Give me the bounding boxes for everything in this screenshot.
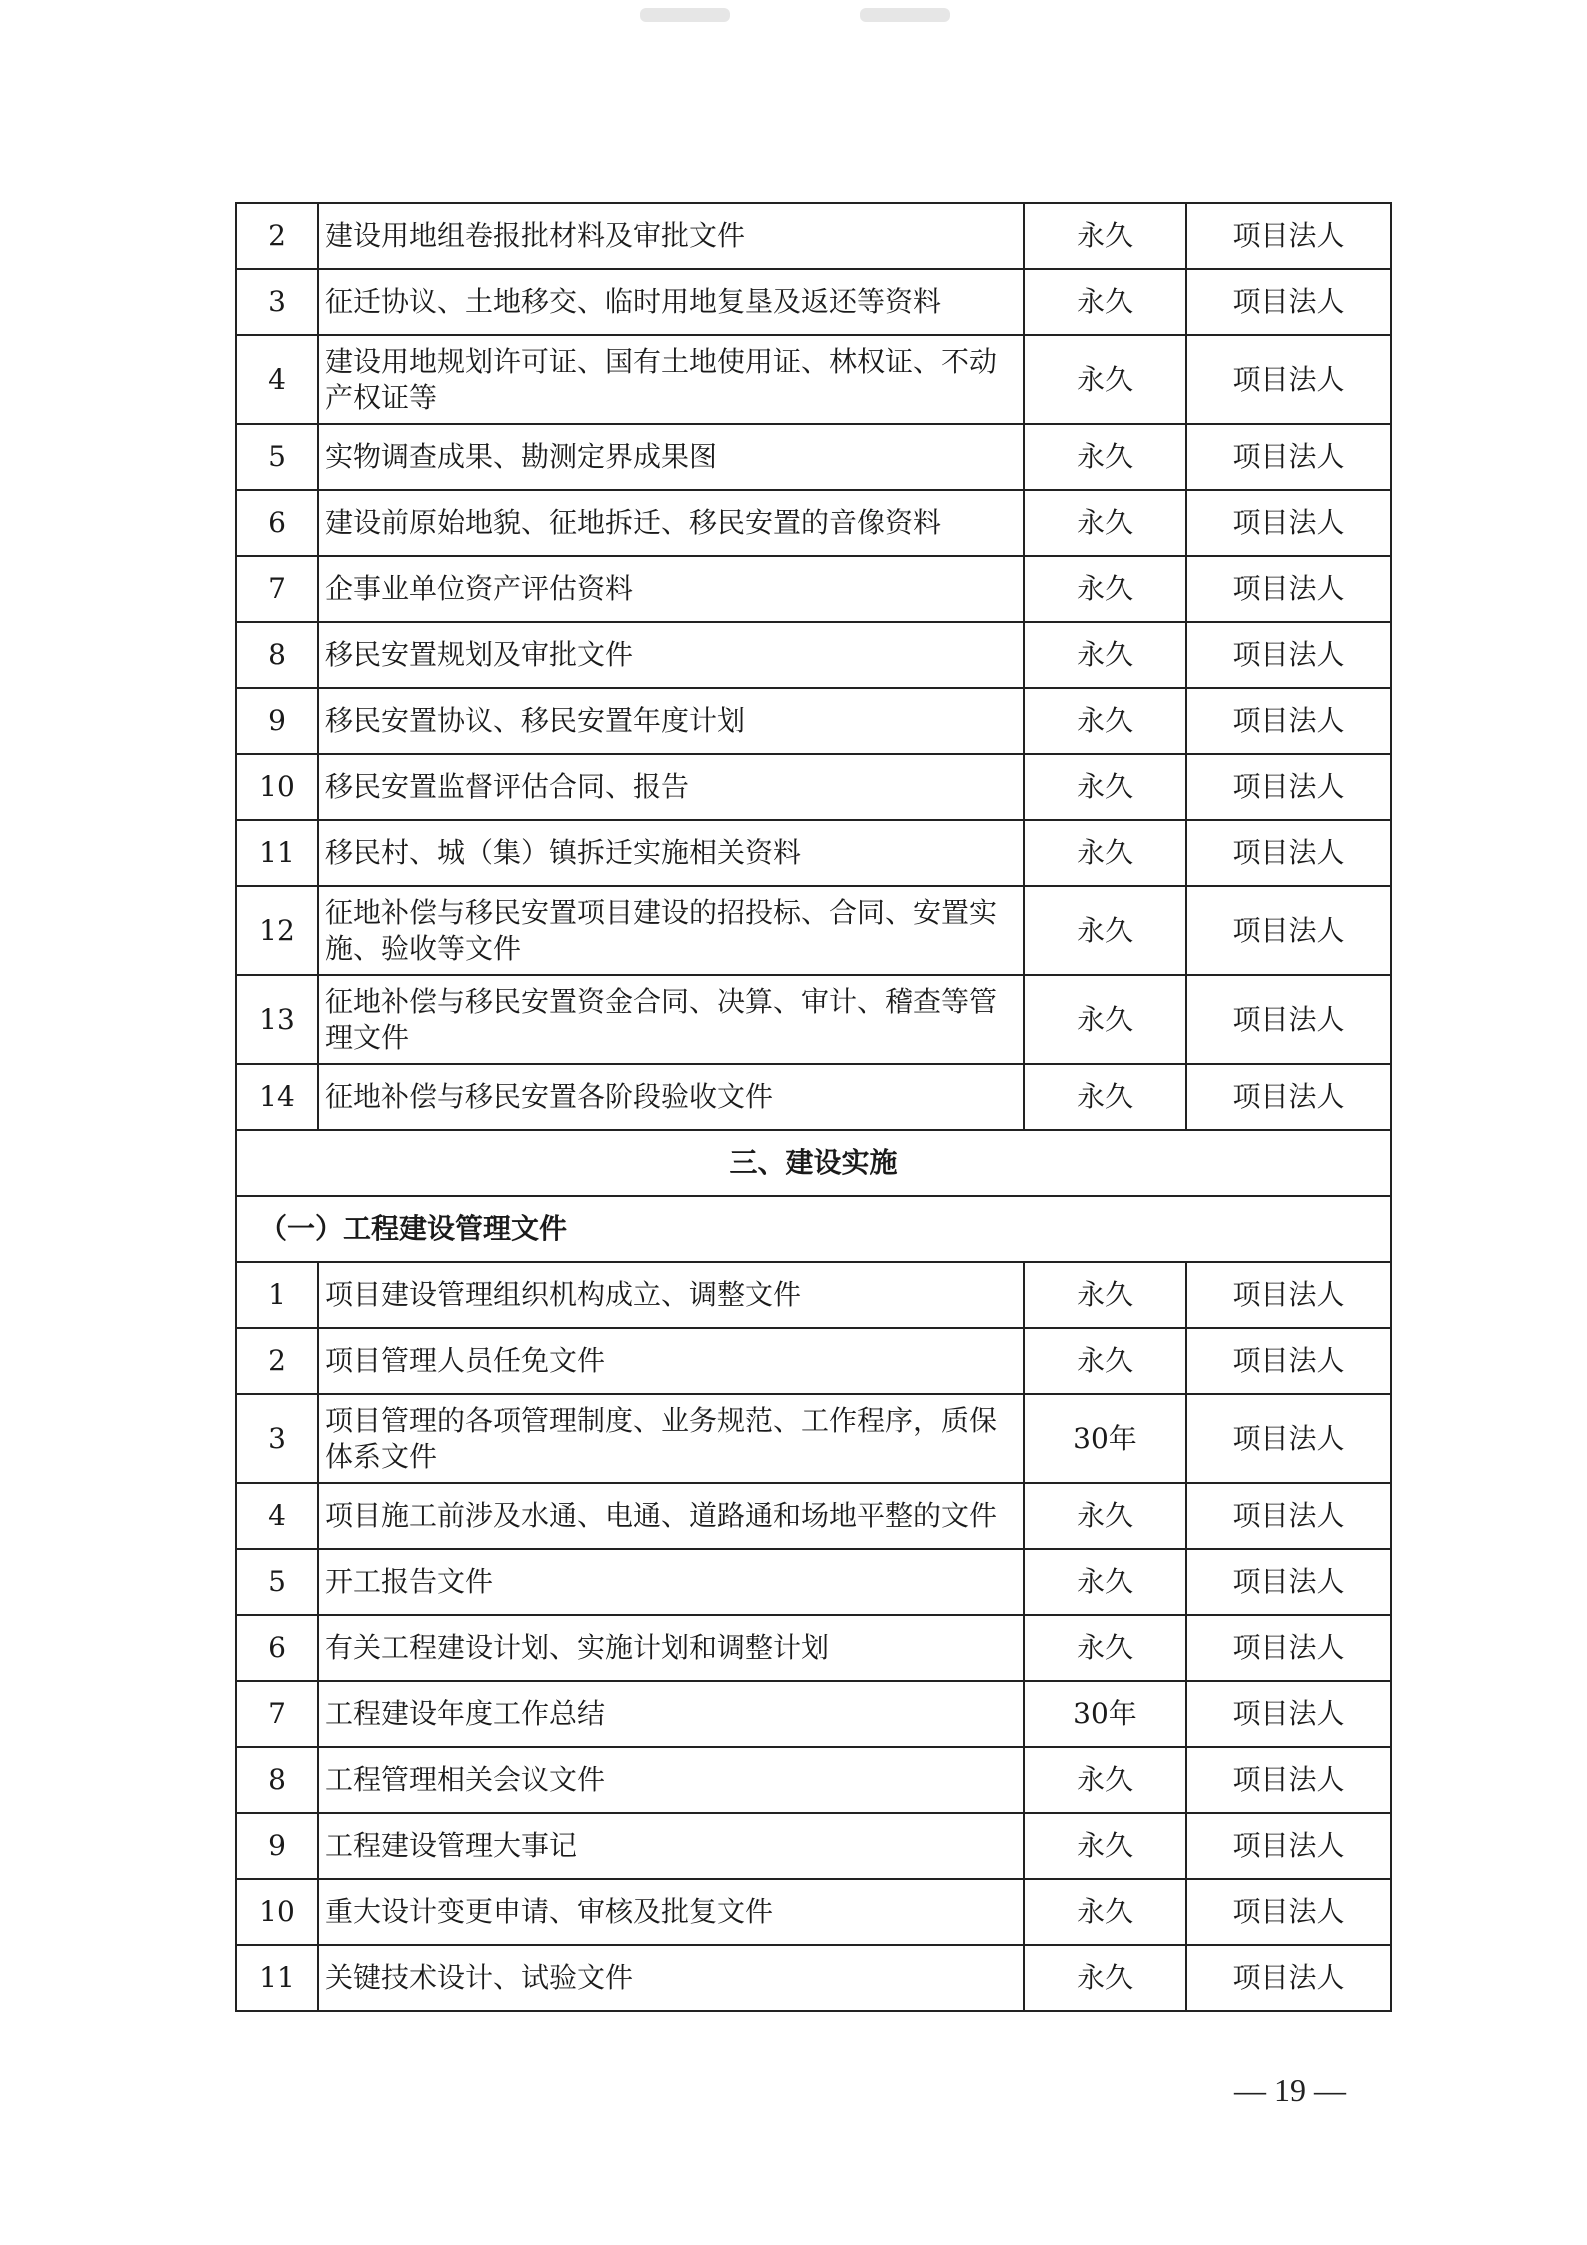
table-row <box>236 1394 1391 1483</box>
responsible-unit: 项目法人 <box>1186 490 1391 556</box>
item-content: 项目管理的各项管理制度、业务规范、工作程序，质保体系文件 <box>318 1394 1024 1483</box>
section-title: 三、建设实施 <box>236 1130 1391 1196</box>
item-content: 企事业单位资产评估资料 <box>318 556 1024 622</box>
item-number: 4 <box>236 335 318 424</box>
responsible-unit: 项目法人 <box>1186 335 1391 424</box>
table-row <box>236 886 1391 975</box>
item-number: 7 <box>236 1681 318 1747</box>
retention-term: 永久 <box>1024 975 1186 1064</box>
responsible-unit: 项目法人 <box>1186 1262 1391 1328</box>
item-content: 实物调查成果、勘测定界成果图 <box>318 424 1024 490</box>
subsection-row <box>236 1196 1391 1262</box>
responsible-unit: 项目法人 <box>1186 1394 1391 1483</box>
item-number: 1 <box>236 1262 318 1328</box>
page-number: — 19 — <box>1234 2072 1346 2108</box>
item-content: 建设用地规划许可证、国有土地使用证、林权证、不动产权证等 <box>318 335 1024 424</box>
retention-term: 永久 <box>1024 688 1186 754</box>
item-number: 8 <box>236 622 318 688</box>
responsible-unit: 项目法人 <box>1186 820 1391 886</box>
item-number: 2 <box>236 1328 318 1394</box>
retention-term: 永久 <box>1024 1549 1186 1615</box>
item-content: 建设前原始地貌、征地拆迁、移民安置的音像资料 <box>318 490 1024 556</box>
item-number: 3 <box>236 269 318 335</box>
responsible-unit: 项目法人 <box>1186 1681 1391 1747</box>
retention-term: 永久 <box>1024 754 1186 820</box>
table-row <box>236 556 1391 622</box>
table-row <box>236 1945 1391 2011</box>
responsible-unit: 项目法人 <box>1186 1879 1391 1945</box>
scan-artifact <box>860 8 950 22</box>
item-number: 4 <box>236 1483 318 1549</box>
retention-term: 永久 <box>1024 1747 1186 1813</box>
item-content: 有关工程建设计划、实施计划和调整计划 <box>318 1615 1024 1681</box>
retention-term: 永久 <box>1024 1813 1186 1879</box>
table-row <box>236 490 1391 556</box>
retention-term: 永久 <box>1024 556 1186 622</box>
item-content: 工程建设年度工作总结 <box>318 1681 1024 1747</box>
table-row <box>236 1681 1391 1747</box>
retention-term: 永久 <box>1024 886 1186 975</box>
table-row <box>236 1483 1391 1549</box>
retention-term: 永久 <box>1024 622 1186 688</box>
responsible-unit: 项目法人 <box>1186 688 1391 754</box>
retention-term: 永久 <box>1024 1483 1186 1549</box>
table-row <box>236 203 1391 269</box>
responsible-unit: 项目法人 <box>1186 1615 1391 1681</box>
responsible-unit: 项目法人 <box>1186 1945 1391 2011</box>
section-header-group <box>236 1130 1391 1262</box>
item-content: 移民安置监督评估合同、报告 <box>318 754 1024 820</box>
responsible-unit: 项目法人 <box>1186 203 1391 269</box>
retention-term: 永久 <box>1024 1879 1186 1945</box>
retention-term: 永久 <box>1024 490 1186 556</box>
item-number: 11 <box>236 1945 318 2011</box>
table-row <box>236 1262 1391 1328</box>
item-content: 开工报告文件 <box>318 1549 1024 1615</box>
item-number: 5 <box>236 424 318 490</box>
table-row <box>236 1813 1391 1879</box>
subsection-title: （一）工程建设管理文件 <box>236 1196 1391 1262</box>
responsible-unit: 项目法人 <box>1186 269 1391 335</box>
item-number: 6 <box>236 1615 318 1681</box>
item-content: 项目建设管理组织机构成立、调整文件 <box>318 1262 1024 1328</box>
table-row <box>236 754 1391 820</box>
item-number: 10 <box>236 1879 318 1945</box>
item-number: 6 <box>236 490 318 556</box>
section-row <box>236 1130 1391 1196</box>
table-row <box>236 1549 1391 1615</box>
item-number: 2 <box>236 203 318 269</box>
responsible-unit: 项目法人 <box>1186 622 1391 688</box>
responsible-unit: 项目法人 <box>1186 1328 1391 1394</box>
table-row <box>236 820 1391 886</box>
retention-term: 永久 <box>1024 1615 1186 1681</box>
item-number: 10 <box>236 754 318 820</box>
item-content: 征地补偿与移民安置资金合同、决算、审计、稽查等管理文件 <box>318 975 1024 1064</box>
table-row <box>236 975 1391 1064</box>
retention-term: 永久 <box>1024 335 1186 424</box>
item-number: 9 <box>236 1813 318 1879</box>
item-number: 11 <box>236 820 318 886</box>
retention-term: 30年 <box>1024 1681 1186 1747</box>
responsible-unit: 项目法人 <box>1186 1813 1391 1879</box>
item-content: 征地补偿与移民安置项目建设的招投标、合同、安置实施、验收等文件 <box>318 886 1024 975</box>
item-content: 工程建设管理大事记 <box>318 1813 1024 1879</box>
item-content: 项目施工前涉及水通、电通、道路通和场地平整的文件 <box>318 1483 1024 1549</box>
table-row <box>236 688 1391 754</box>
archive-retention-table <box>235 202 1392 2012</box>
item-number: 12 <box>236 886 318 975</box>
responsible-unit: 项目法人 <box>1186 1549 1391 1615</box>
table-row <box>236 1615 1391 1681</box>
table-row <box>236 424 1391 490</box>
table-row <box>236 335 1391 424</box>
retention-term: 永久 <box>1024 1064 1186 1130</box>
responsible-unit: 项目法人 <box>1186 975 1391 1064</box>
retention-term: 30年 <box>1024 1394 1186 1483</box>
table-row <box>236 1328 1391 1394</box>
item-number: 3 <box>236 1394 318 1483</box>
responsible-unit: 项目法人 <box>1186 556 1391 622</box>
item-content: 征迁协议、土地移交、临时用地复垦及返还等资料 <box>318 269 1024 335</box>
item-content: 关键技术设计、试验文件 <box>318 1945 1024 2011</box>
item-content: 移民村、城（集）镇拆迁实施相关资料 <box>318 820 1024 886</box>
responsible-unit: 项目法人 <box>1186 424 1391 490</box>
item-content: 重大设计变更申请、审核及批复文件 <box>318 1879 1024 1945</box>
retention-term: 永久 <box>1024 1328 1186 1394</box>
retention-term: 永久 <box>1024 203 1186 269</box>
responsible-unit: 项目法人 <box>1186 1483 1391 1549</box>
retention-term: 永久 <box>1024 424 1186 490</box>
retention-term: 永久 <box>1024 1945 1186 2011</box>
table-row <box>236 622 1391 688</box>
item-content: 移民安置规划及审批文件 <box>318 622 1024 688</box>
responsible-unit: 项目法人 <box>1186 1064 1391 1130</box>
item-content: 征地补偿与移民安置各阶段验收文件 <box>318 1064 1024 1130</box>
scan-artifact <box>640 8 730 22</box>
retention-term: 永久 <box>1024 269 1186 335</box>
item-number: 13 <box>236 975 318 1064</box>
responsible-unit: 项目法人 <box>1186 1747 1391 1813</box>
table-row <box>236 1879 1391 1945</box>
table-row <box>236 1064 1391 1130</box>
table-part-construction-management <box>236 1262 1391 2011</box>
retention-term: 永久 <box>1024 1262 1186 1328</box>
item-content: 建设用地组卷报批材料及审批文件 <box>318 203 1024 269</box>
item-content: 工程管理相关会议文件 <box>318 1747 1024 1813</box>
table-part-land-resettlement <box>236 203 1391 1130</box>
retention-term: 永久 <box>1024 820 1186 886</box>
item-content: 项目管理人员任免文件 <box>318 1328 1024 1394</box>
responsible-unit: 项目法人 <box>1186 754 1391 820</box>
item-content: 移民安置协议、移民安置年度计划 <box>318 688 1024 754</box>
item-number: 9 <box>236 688 318 754</box>
responsible-unit: 项目法人 <box>1186 886 1391 975</box>
item-number: 14 <box>236 1064 318 1130</box>
table-row <box>236 1747 1391 1813</box>
item-number: 5 <box>236 1549 318 1615</box>
table-row <box>236 269 1391 335</box>
item-number: 8 <box>236 1747 318 1813</box>
item-number: 7 <box>236 556 318 622</box>
